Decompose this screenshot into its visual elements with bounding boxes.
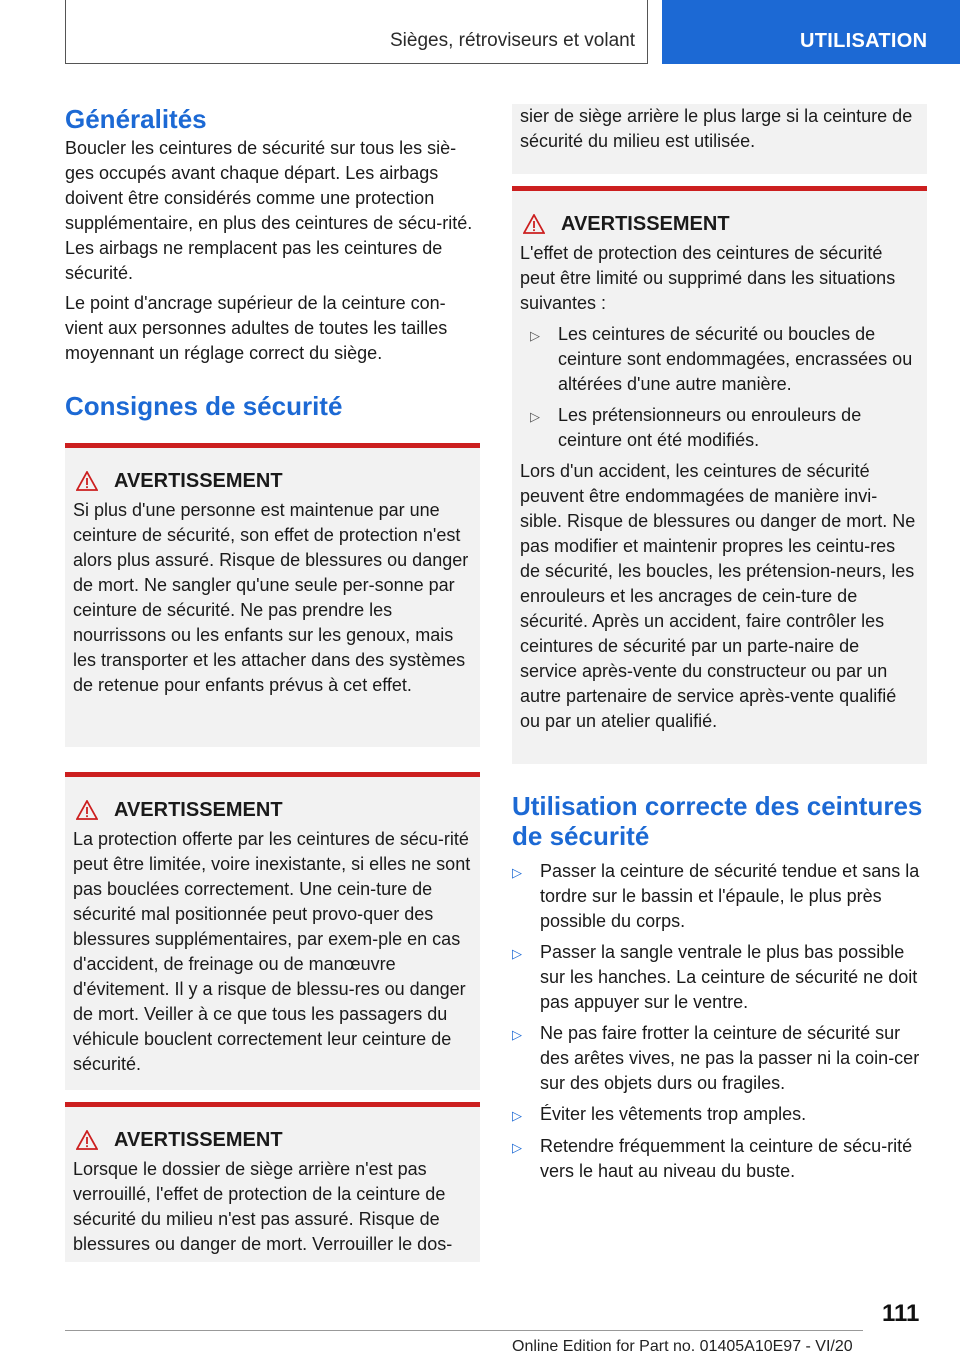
heading-consignes: Consignes de sécurité: [65, 391, 343, 421]
warning-icon: [76, 471, 98, 491]
footer-divider: [65, 1330, 863, 1331]
triangle-bullet-icon: ▷: [530, 328, 540, 343]
header-tab-label: UTILISATION: [800, 30, 928, 52]
warning-title: AVERTISSEMENT: [561, 212, 730, 235]
list-item: [512, 859, 927, 934]
list-item: [520, 403, 919, 453]
list-item: [520, 322, 919, 397]
list-item-text: Retendre fréquemment la ceinture de sécu-rité vers le haut au niveau du buste.: [540, 1136, 913, 1181]
heading-generalites: Généralités: [65, 104, 207, 134]
list-item-text: Les prétensionneurs ou enrouleurs de ceinture ont été modifiés.: [558, 405, 862, 450]
list-item-text: Ne pas faire frotter la ceinture de sécurité sur des arêtes vives, ne pas la passer ni la coin-cer sur des objets durs ou fragiles.: [540, 1023, 920, 1093]
triangle-bullet-icon: ▷: [512, 1027, 522, 1042]
list-item-text: Les ceintures de sécurité ou boucles de ceinture sont endommagées, encrassées ou altérées d'une autre manière.: [558, 324, 913, 394]
list-item-text: Éviter les vêtements trop amples.: [540, 1104, 807, 1124]
triangle-bullet-icon: ▷: [512, 1108, 522, 1123]
list-item: [512, 1134, 927, 1184]
triangle-bullet-icon: ▷: [530, 409, 540, 424]
left-column: [65, 104, 480, 1262]
warning-text: Si plus d'une personne est maintenue par une ceinture de sécurité, son effet de protection n'est alors plus assuré. Risque de blessures ou danger de mort. Ne sangler qu'une seule per-sonne par ceinture de sécurité. Ne pas prendre les nourrissons ou les enfants sur les genoux, mais les transporter et les attacher dans des systèmes de retenue pour enfants prévus à cet effet.: [73, 500, 469, 695]
warning-box-4: [512, 186, 927, 764]
warning-title: AVERTISSEMENT: [114, 1128, 283, 1151]
list-item: [512, 940, 927, 1015]
paragraph-anchor: Le point d'ancrage supérieur de la ceinture con-vient aux personnes adultes de toutes les tailles moyennant un réglage correct du siège.: [65, 293, 448, 363]
warning-icon: [76, 1130, 98, 1150]
header-tab[interactable]: [662, 0, 960, 64]
paragraph-intro: Boucler les ceintures de sécurité sur tous les siè-ges occupés avant chaque départ. Les airbags doivent être considérés comme une protection supplémentaire, en plus des ceintures de sécu-rité. Les airbags ne remplacent pas les ceintures de sécurité.: [65, 138, 473, 283]
list-item: [512, 1102, 927, 1128]
warning-text: Lorsque le dossier de siège arrière n'est pas verrouillé, l'effet de protection de la ceinture de sécurité du milieu n'est pas assuré. Risque de blessures ou danger de mort. Verrouiller le dos-: [73, 1159, 453, 1254]
warning-icon: [76, 800, 98, 820]
list-item: [512, 1021, 927, 1096]
list-item-text: Passer la ceinture de sécurité tendue et sans la tordre sur le bassin et l'épaule, le plus près possible du corps.: [540, 861, 920, 931]
header-section-box: [65, 0, 648, 64]
right-column: [512, 104, 927, 1184]
warning-box-1: [65, 443, 480, 747]
heading-utilisation-correcte: Utilisation correcte des ceintures de sécurité: [512, 791, 923, 851]
triangle-bullet-icon: ▷: [512, 865, 522, 880]
header-section-title: Sièges, rétroviseurs et volant: [389, 30, 635, 51]
warning-text: Lors d'un accident, les ceintures de sécurité peuvent être endommagées de manière invi-sible. Risque de blessures ou danger de mort. Ne pas modifier et maintenir propres les ceintu-res de sécurité, les boucles, les prétension-neurs, les enrouleurs et les ancrages de cein-ture de sécurité. Après un accident, faire contrôler les ceintures de sécurité par un parte-naire de service après-vente du constructeur ou par un autre partenaire de service après-vente qualifié ou par un atelier qualifié.: [520, 461, 916, 731]
page-number: 111: [882, 1300, 920, 1327]
footer-edition: Online Edition for Part no. 01405A10E97 - VI/20: [512, 1338, 853, 1355]
triangle-bullet-icon: ▷: [512, 946, 522, 961]
warning-text: sier de siège arrière le plus large si la ceinture de sécurité du milieu est utilisée.: [520, 106, 913, 151]
warning-title: AVERTISSEMENT: [114, 469, 283, 492]
warning-box-3: [65, 1102, 480, 1262]
warning-continuation: [512, 104, 927, 174]
list-item-text: Passer la sangle ventrale le plus bas possible sur les hanches. La ceinture de sécurité ne doit pas appuyer sur le ventre.: [540, 942, 918, 1012]
warning-title: AVERTISSEMENT: [114, 798, 283, 821]
warning-text: La protection offerte par les ceintures de sécu-rité peut être limitée, voire inexistante, si elles ne sont pas bouclées correctement. Une cein-ture de sécurité mal positionnée peut provo-quer des blessures supplémentaires, par exem-ple en cas d'accident, de freinage ou de manœuvre d'évitement. Il y a risque de blessu-res ou danger de mort. Veiller à ce que tous les passagers du véhicule bouclent correctement leur ceinture de sécurité.: [73, 829, 471, 1074]
warning-icon: [523, 214, 545, 234]
triangle-bullet-icon: ▷: [512, 1140, 522, 1155]
warning-box-2: [65, 772, 480, 1090]
warning-text: L'effet de protection des ceintures de sécurité peut être limité ou supprimé dans les situations suivantes :: [520, 243, 896, 313]
